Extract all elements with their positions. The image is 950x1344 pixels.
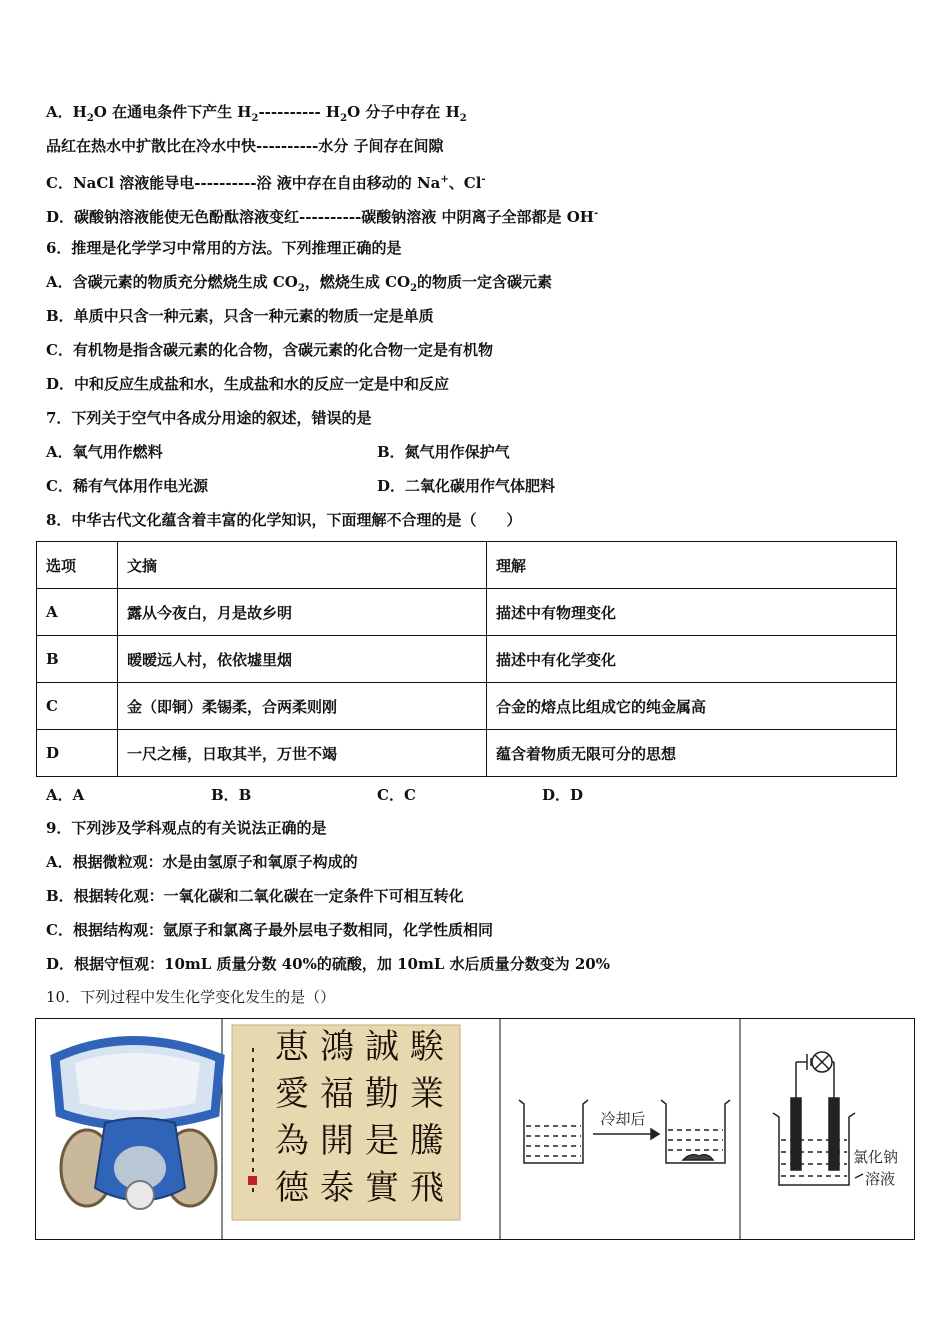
q6-stem: 6．推理是化学学习中常用的方法。下列推理正确的是 bbox=[46, 239, 402, 257]
gas-mask-icon bbox=[55, 1041, 220, 1210]
calligraphy-char: 泰 bbox=[320, 1168, 354, 1208]
table-cell: D bbox=[37, 730, 118, 777]
table-cell: 一尺之棰，日取其半，万世不竭 bbox=[118, 730, 487, 777]
calligraphy-char: 開 bbox=[320, 1121, 354, 1161]
calligraphy-char: 鴻 bbox=[320, 1027, 354, 1067]
q5-option-d: D．碳酸钠溶液能使无色酚酞溶液变红----------碳酸钠溶液 中阴离子全部都是 OH- bbox=[46, 208, 599, 226]
calligraphy-char: 騰 bbox=[410, 1121, 444, 1161]
table-cell: C bbox=[37, 683, 118, 730]
q8-table bbox=[36, 541, 897, 777]
table-cell: A bbox=[37, 589, 118, 636]
q9-option-a: A．根据微粒观：水是由氢原子和氧原子构成的 bbox=[46, 853, 358, 871]
q6-option-d: D．中和反应生成盐和水，生成盐和水的反应一定是中和反应 bbox=[46, 375, 450, 393]
calligraphy-char: 實 bbox=[365, 1168, 399, 1208]
table-cell: 金（即铜）柔锡柔，合两柔则刚 bbox=[118, 683, 487, 730]
calligraphy-char: 誠 bbox=[365, 1027, 399, 1067]
solution-label-2: 溶液 bbox=[865, 1170, 896, 1188]
solution-label-1: 氯化钠 bbox=[853, 1148, 899, 1166]
table-header-cell: 理解 bbox=[487, 542, 897, 589]
q7-option-b: B．氮气用作保护气 bbox=[377, 443, 510, 461]
q5-option-b: 品红在热水中扩散比在冷水中快----------水分 子间存在间隙 bbox=[46, 137, 444, 155]
q5-option-c: C．NaCl 溶液能导电----------浴 液中存在自由移动的 Na+、Cl- bbox=[46, 174, 486, 192]
calligraphy-image bbox=[232, 1025, 460, 1220]
calligraphy-char: 福 bbox=[320, 1074, 354, 1114]
q8-answer-a: A．A bbox=[46, 786, 85, 804]
table-row bbox=[37, 730, 897, 777]
calligraphy-char: 勤 bbox=[365, 1074, 399, 1114]
q10-stem: 10．下列过程中发生化学变化发生的是（） bbox=[46, 988, 336, 1006]
table-cell: 合金的熔点比组成它的纯金属高 bbox=[487, 683, 897, 730]
calligraphy-char: 愛 bbox=[275, 1074, 309, 1114]
q7-option-c: C．稀有气体用作电光源 bbox=[46, 477, 208, 495]
q5-option-a: A．$H_2O$ 在通电条件下产生 $H_2----------$ $H_2O$ 分子中存在 $H_2$ bbox=[46, 103, 467, 124]
calligraphy-char: 飛 bbox=[410, 1168, 444, 1208]
calligraphy-char: 為 bbox=[275, 1121, 309, 1161]
q8-answer-c: C．C bbox=[377, 786, 416, 804]
calligraphy-char: 騃 bbox=[410, 1027, 444, 1067]
q6-option-b: B．单质中只含一种元素，只含一种元素的物质一定是单质 bbox=[46, 307, 434, 325]
table-cell: 露从今夜白，月是故乡明 bbox=[118, 589, 487, 636]
table-row bbox=[37, 683, 897, 730]
q9-option-c: C．根据结构观：氩原子和氯离子最外层电子数相同，化学性质相同 bbox=[46, 921, 493, 939]
table-cell: B bbox=[37, 636, 118, 683]
q8-answer-b: B．B bbox=[211, 786, 252, 804]
table-header-row bbox=[37, 542, 897, 589]
cool-label: 冷却后 bbox=[600, 1110, 646, 1128]
q8-stem: 8．中华古代文化蕴含着丰富的化学知识，下面理解不合理的是（ ） bbox=[46, 511, 522, 529]
table-cell: 蕴含着物质无限可分的思想 bbox=[487, 730, 897, 777]
q9-option-b: B．根据转化观：一氧化碳和二氧化碳在一定条件下可相互转化 bbox=[46, 887, 464, 905]
calligraphy-char: 業 bbox=[410, 1074, 444, 1114]
q7-option-d: D．二氧化碳用作气体肥料 bbox=[377, 477, 556, 495]
table-row bbox=[37, 589, 897, 636]
table-row bbox=[37, 636, 897, 683]
electrolysis-diagram bbox=[773, 1052, 863, 1185]
q9-option-d: D．根据守恒观：10mL 质量分数 40%的硫酸，加 10mL 水后质量分数变为 20% bbox=[46, 955, 610, 973]
q10-figure-row bbox=[35, 1018, 916, 1240]
q7-stem: 7．下列关于空气中各成分用途的叙述，错误的是 bbox=[46, 409, 372, 427]
table-header-cell: 选项 bbox=[37, 542, 118, 589]
q7-option-a: A．氧气用作燃料 bbox=[46, 443, 163, 461]
q6-option-a: A．含碳元素的物质充分燃烧生成 $CO_2$，燃烧生成 $CO_2$的物质一定含碳元素 bbox=[46, 273, 553, 294]
q10-figures bbox=[35, 1018, 916, 1240]
calligraphy-char: 恵 bbox=[275, 1027, 309, 1067]
table-cell: 描述中有化学变化 bbox=[487, 636, 897, 683]
table-header-cell: 文摘 bbox=[118, 542, 487, 589]
q9-stem: 9．下列涉及学科观点的有关说法正确的是 bbox=[46, 819, 327, 837]
calligraphy-char: 是 bbox=[365, 1121, 399, 1161]
table-cell: 暧暧远人村，依依墟里烟 bbox=[118, 636, 487, 683]
calligraphy-char: 德 bbox=[275, 1168, 309, 1208]
q8-answer-d: D．D bbox=[542, 786, 584, 804]
q6-option-c: C．有机物是指含碳元素的化合物，含碳元素的化合物一定是有机物 bbox=[46, 341, 493, 359]
table-cell: 描述中有物理变化 bbox=[487, 589, 897, 636]
